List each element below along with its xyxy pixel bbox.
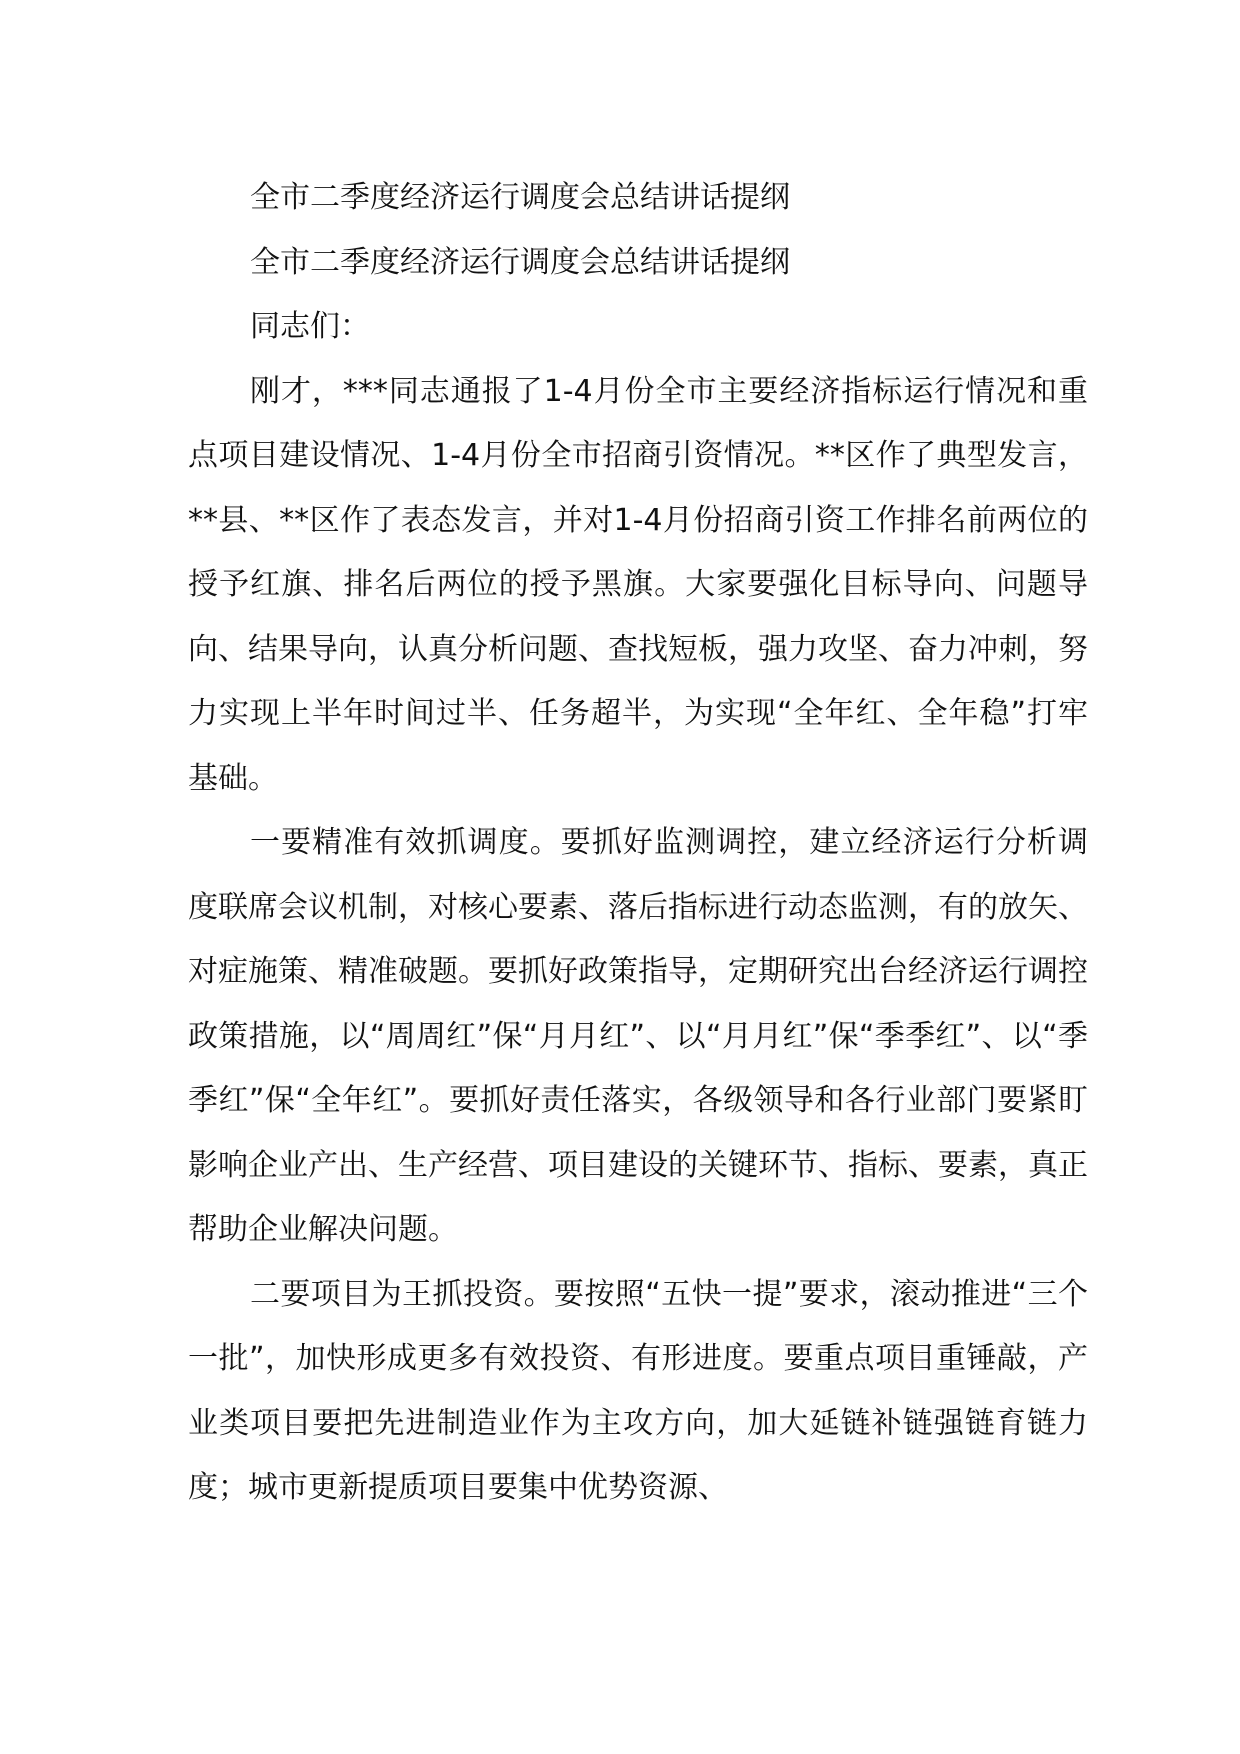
document-body xyxy=(188,166,1088,1521)
document-subtitle: 全市二季度经济运行调度会总结讲话提纲 xyxy=(250,244,790,280)
paragraph-point-one: 一要精准有效抓调度。要抓好监测调控，建立经济运行分析调度联席会议机制，对核心要素、落后指标进行动态监测，有的放矢、对症施策、精准破题。要抓好政策指导，定期研究出台经济运行调控政策措施，以“周周红”保“月月红”、以“月月红”保“季季红”、以“季季红”保“全年红”。要抓好责任落实，各级领导和各行业部门要紧盯影响企业产出、生产经营、项目建设的关键环节、指标、要素，真正帮助企业解决问题。 xyxy=(188,825,1088,1247)
paragraph-intro: 刚才，***同志通报了1-4月份全市主要经济指标运行情况和重点项目建设情况、1-4月份全市招商引资情况。**区作了典型发言，**县、**区作了表态发言，并对1-4月份招商引资工作排名前两位的授予红旗、排名后两位的授予黑旗。大家要强化目标导向、问题导向、结果导向，认真分析问题、查找短板，强力攻坚、奋力冲刺，努力实现上半年时间过半、任务超半，为实现“全年红、全年稳”打牢基础。 xyxy=(188,373,1088,796)
salutation: 同志们： xyxy=(250,309,370,344)
document-title: 全市二季度经济运行调度会总结讲话提纲 xyxy=(250,180,790,215)
paragraph-point-two: 二要项目为王抓投资。要按照“五快一提”要求，滚动推进“三个一批”，加快形成更多有效投资、有形进度。要重点项目重锤敲，产业类项目要把先进制造业作为主攻方向，加大延链补链强链育链力度；城市更新提质项目要集中优势资源、 xyxy=(188,1276,1088,1505)
